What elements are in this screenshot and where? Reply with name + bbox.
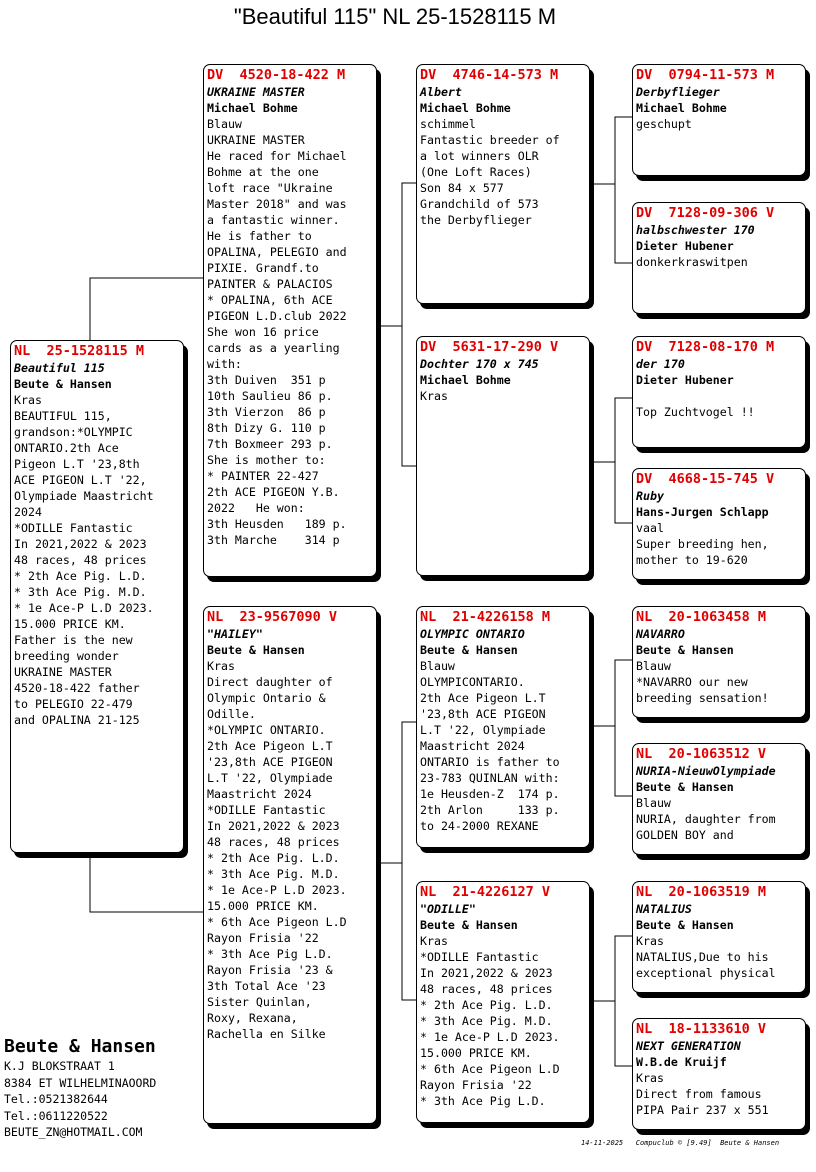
- pedigree-title: "Beautiful 115" NL 25-1528115 M: [233, 4, 557, 29]
- pigeon-notes: BEAUTIFUL 115, grandson:*OLYMPIC ONTARIO.2th Ace Pigeon L.T '23,8th ACE PIGEON L.T '22, Olympiade Maastricht 2024 *ODILLE Fantastic In 2021,2022 & 2023 48 races, 48 prices * 2th Ace Pig. L.D. * 3th Ace Pig. M.D. * 1e Ace-P L.D 2023. 15.000 PRICE KM. Father is the new breeding wonder UKRAINE MASTER 4520-18-422 father to PELEGIO 22-479 and OPALINA 21-125: [14, 409, 154, 727]
- card-dam-dam-sire[interactable]: [632, 881, 806, 993]
- pigeon-color: schimmel: [420, 117, 476, 131]
- pigeon-name: Dochter 170 x 745: [420, 357, 539, 371]
- ring-number: DV 5631-17-290 V: [420, 339, 559, 355]
- pigeon-notes: Super breeding hen, mother to 19-620: [636, 537, 769, 567]
- card-sire-dam[interactable]: [416, 336, 590, 576]
- breeder-name: W.B.de Kruijf: [636, 1055, 727, 1069]
- breeder-name: Michael Bohme: [420, 101, 511, 115]
- pigeon-notes: NATALIUS,Due to his exceptional physical: [636, 950, 776, 980]
- ring-number: NL 25-1528115 M: [14, 343, 145, 359]
- breeder-name: Beute & Hansen: [636, 643, 734, 657]
- pigeon-color: Blauw: [207, 117, 242, 131]
- card-dam-dam-dam[interactable]: [632, 1018, 806, 1130]
- ring-number: DV 4746-14-573 M: [420, 67, 559, 83]
- pigeon-notes: Fantastic breeder of a lot winners OLR (One Loft Races) Son 84 x 577 Grandchild of 573 the Derbyflieger: [420, 133, 560, 227]
- breeder-name: Beute & Hansen: [420, 918, 518, 932]
- owner-city: 8384 ET WILHELMINAOORD: [4, 1075, 157, 1090]
- breeder-name: Beute & Hansen: [207, 643, 305, 657]
- card-dam[interactable]: [203, 606, 377, 1124]
- breeder-name: Hans-Jurgen Schlapp: [636, 505, 769, 519]
- breeder-name: Beute & Hansen: [636, 918, 734, 932]
- breeder-name: Michael Bohme: [420, 373, 511, 387]
- ring-number: DV 4668-15-745 V: [636, 471, 775, 487]
- pigeon-name: Albert: [420, 85, 462, 99]
- card-dam-dam[interactable]: [416, 881, 590, 1123]
- owner-name: Beute & Hansen: [4, 1036, 156, 1057]
- card-sire[interactable]: [203, 64, 377, 577]
- pigeon-name: "HAILEY": [207, 627, 263, 641]
- pigeon-name: "ODILLE": [420, 902, 476, 916]
- ring-number: DV 7128-08-170 M: [636, 339, 775, 355]
- ring-number: DV 0794-11-573 M: [636, 67, 775, 83]
- pigeon-color: Kras: [420, 934, 448, 948]
- pigeon-notes: UKRAINE MASTER He raced for Michael Bohme at the one loft race "Ukraine Master 2018" and was a fantastic winner. He is father to OPALINA, PELEGIO and PIXIE. Grandf.to PAINTER & PALACIOS * OPALINA, 6th ACE PIGEON L.D.club 2022 She won 16 price cards as a yearling with: 3th Duiven 351 p 10th Saulieu 86 p. 3th Vierzon 86 p 8th Dizy G. 110 p 7th Boxmeer 293 p. She is mother to: * PAINTER 22-427 2th ACE PIGEON Y.B. 2022 He won: 3th Heusden 189 p. 3th Marche 314 p: [207, 133, 347, 547]
- pigeon-notes: OLYMPICONTARIO. 2th Ace Pigeon L.T '23,8th ACE PIGEON L.T '22, Olympiade Maastricht 2024 ONTARIO is father to 23-783 QUINLAN with: 1e Heusden-Z 174 p. 2th Arlon 133 p. to 24-2000 REXANE: [420, 675, 560, 833]
- footer-credit: 14-11-2025 Compuclub © [9.49] Beute & Hansen: [581, 1139, 780, 1147]
- pigeon-notes: *ODILLE Fantastic In 2021,2022 & 2023 48 races, 48 prices * 2th Ace Pig. L.D. * 3th Ace Pig. M.D. * 1e Ace-P L.D 2023. 15.000 PRICE KM. * 6th Ace Pigeon L.D Rayon Frisia '22 * 3th Ace Pig L.D.: [420, 950, 560, 1108]
- pigeon-name: OLYMPIC ONTARIO: [420, 627, 525, 641]
- pigeon-color: Blauw: [636, 659, 671, 673]
- card-dam-sire-dam[interactable]: [632, 743, 806, 855]
- breeder-name: Dieter Hubener: [636, 373, 734, 387]
- pigeon-name: NURIA-NieuwOlympiade: [636, 764, 776, 778]
- pigeon-name: der 170: [636, 357, 685, 371]
- breeder-name: Beute & Hansen: [420, 643, 518, 657]
- ring-number: DV 7128-09-306 V: [636, 205, 775, 221]
- pigeon-name: halbschwester 170: [636, 223, 755, 237]
- pigeon-notes: *NAVARRO our new breeding sensation!: [636, 675, 769, 705]
- ring-number: NL 20-1063512 V: [636, 746, 767, 762]
- owner-email[interactable]: BEUTE_ZN@HOTMAIL.COM: [4, 1125, 143, 1139]
- breeder-name: Michael Bohme: [636, 101, 727, 115]
- ring-number: DV 4520-18-422 M: [207, 67, 346, 83]
- pigeon-name: Ruby: [636, 489, 664, 503]
- card-sire-dam-dam[interactable]: [632, 468, 806, 580]
- card-sire-sire-sire[interactable]: [632, 64, 806, 176]
- pigeon-name: Beautiful 115: [14, 361, 105, 375]
- pigeon-name: NAVARRO: [636, 627, 685, 641]
- card-dam-sire[interactable]: [416, 606, 590, 848]
- owner-phone-1: Tel.:0521382644: [4, 1092, 108, 1106]
- pigeon-color: Kras: [636, 934, 664, 948]
- pigeon-color: Kras: [636, 1071, 664, 1085]
- owner-phone-2: Tel.:0611220522: [4, 1108, 108, 1123]
- pigeon-color: Kras: [420, 389, 448, 403]
- ring-number: NL 21-4226158 M: [420, 609, 551, 625]
- pigeon-notes: Direct from famous PIPA Pair 237 x 551: [636, 1087, 769, 1117]
- pigeon-color: vaal: [636, 521, 664, 535]
- card-sire-dam-sire[interactable]: [632, 336, 806, 448]
- pigeon-notes: Direct daughter of Olympic Ontario & Odille. *OLYMPIC ONTARIO. 2th Ace Pigeon L.T '23,8th ACE PIGEON L.T '22, Olympiade Maastricht 2024 *ODILLE Fantastic In 2021,2022 & 2023 48 races, 48 prices * 2th Ace Pig. L.D. * 3th Ace Pig. M.D. * 1e Ace-P L.D 2023. 15.000 PRICE KM. * 6th Ace Pigeon L.D Rayon Frisia '22 * 3th Ace Pig L.D. Rayon Frisia '23 & 3th Total Ace '23 Sister Quinlan, Roxy, Rexana, Rachella en Silke: [207, 675, 347, 1041]
- card-dam-sire-sire[interactable]: [632, 606, 806, 718]
- owner-address: K.J BLOKSTRAAT 1: [4, 1059, 115, 1073]
- card-sire-sire[interactable]: [416, 64, 590, 304]
- pigeon-name: NATALIUS: [636, 902, 692, 916]
- pigeon-notes: Top Zuchtvogel !!: [636, 405, 755, 419]
- ring-number: NL 20-1063458 M: [636, 609, 767, 625]
- ring-number: NL 20-1063519 M: [636, 884, 767, 900]
- breeder-name: Michael Bohme: [207, 101, 298, 115]
- pigeon-color: donkerkraswitpen: [636, 255, 748, 269]
- breeder-name: Beute & Hansen: [636, 780, 734, 794]
- pigeon-color: Kras: [207, 659, 235, 673]
- card-subject[interactable]: [10, 340, 184, 853]
- pigeon-color: Blauw: [636, 796, 671, 810]
- ring-number: NL 23-9567090 V: [207, 609, 338, 625]
- ring-number: NL 18-1133610 V: [636, 1021, 767, 1037]
- pigeon-name: NEXT GENERATION: [636, 1039, 741, 1053]
- pigeon-color: geschupt: [636, 117, 692, 131]
- pigeon-notes: NURIA, daughter from GOLDEN BOY and: [636, 812, 776, 842]
- pigeon-color: Kras: [14, 393, 42, 407]
- breeder-name: Beute & Hansen: [14, 377, 112, 391]
- ring-number: NL 21-4226127 V: [420, 884, 551, 900]
- pigeon-name: UKRAINE MASTER: [207, 85, 305, 99]
- pigeon-color: Blauw: [420, 659, 455, 673]
- pigeon-name: Derbyflieger: [636, 85, 720, 99]
- card-sire-sire-dam[interactable]: [632, 202, 806, 314]
- breeder-name: Dieter Hubener: [636, 239, 734, 253]
- owner-block: [4, 1036, 156, 1141]
